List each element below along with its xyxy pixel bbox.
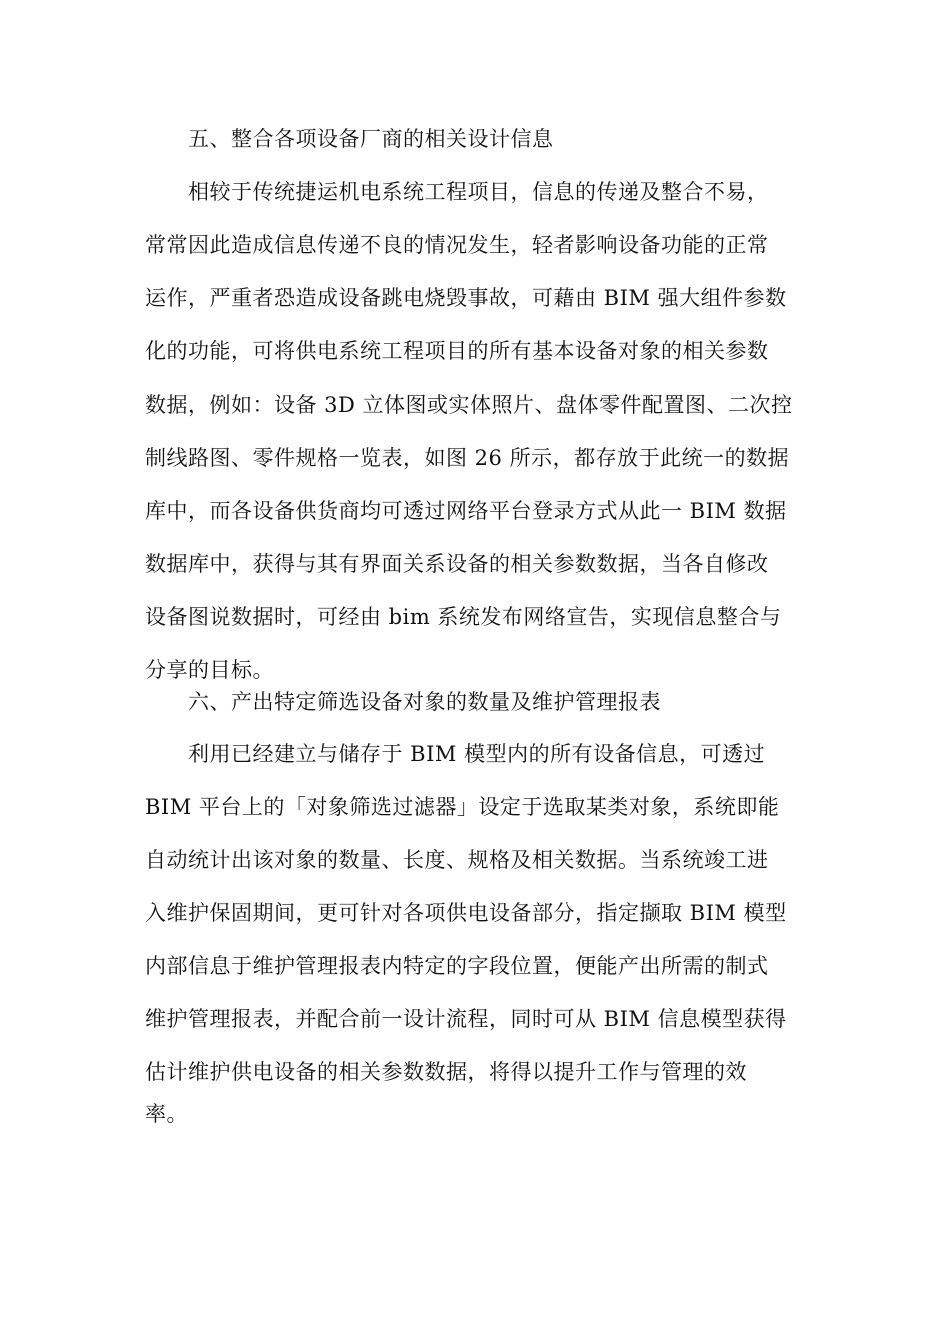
paragraph-line: 化的功能，可将供电系统工程项目的所有基本设备对象的相关参数 [145,339,769,363]
paragraph-line: 估计维护供电设备的相关参数数据，将得以提升工作与管理的效 [145,1060,747,1084]
paragraph-line: 分享的目标。 [145,658,274,682]
paragraph-line: BIM 平台上的「对象筛选过滤器」设定于选取某类对象，系统即能 [145,795,780,819]
paragraph-line: 数据，例如：设备 3D 立体图或实体照片、盘体零件配置图、二次控 [145,393,793,417]
section-heading-6: 六、产出特定筛选设备对象的数量及维护管理报表 [188,690,661,714]
paragraph-line: 入维护保固期间，更可针对各项供电设备部分，指定撷取 BIM 模型 [145,901,787,925]
paragraph-line: 利用已经建立与储存于 BIM 模型内的所有设备信息，可透过 [188,742,766,766]
paragraph-line: 设备图说数据时，可经由 bim 系统发布网络宣告，实现信息整合与 [145,605,782,629]
paragraph-line: 制线路图、零件规格一览表，如图 26 所示，都存放于此统一的数据 [145,446,790,470]
paragraph-line: 维护管理报表，并配合前一设计流程，同时可从 BIM 信息模型获得 [145,1007,787,1031]
paragraph-line: 库中，而各设备供货商均可透过网络平台登录方式从此一 BIM 数据 [145,499,787,523]
paragraph-line: 自动统计出该对象的数量、长度、规格及相关数据。当系统竣工进 [145,848,769,872]
section-heading-5: 五、整合各项设备厂商的相关设计信息 [188,127,554,151]
paragraph-line: 数据库中，获得与其有界面关系设备的相关参数数据，当各自修改 [145,552,769,576]
paragraph-line: 运作，严重者恐造成设备跳电烧毁事故，可藉由 BIM 强大组件参数 [145,286,787,310]
paragraph-line: 内部信息于维护管理报表内特定的字段位置，便能产出所需的制式 [145,954,769,978]
paragraph-line: 率。 [145,1102,188,1126]
paragraph-line: 相较于传统捷运机电系统工程项目，信息的传递及整合不易， [188,180,769,204]
paragraph-line: 常常因此造成信息传递不良的情况发生，轻者影响设备功能的正常 [145,233,769,257]
